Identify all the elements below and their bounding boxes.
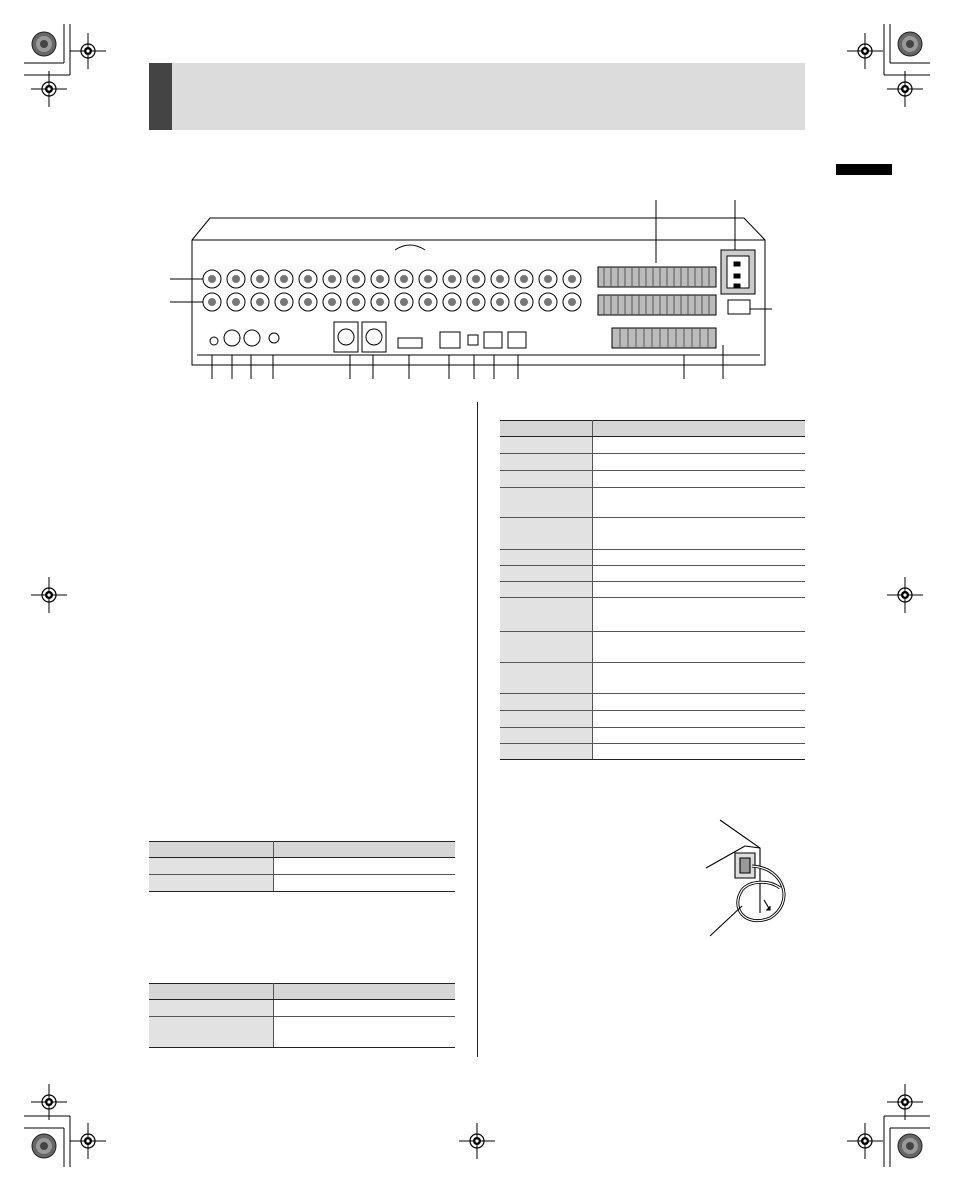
table-row: [149, 1017, 455, 1048]
left-table-1: [149, 841, 455, 892]
table-row: [149, 842, 455, 858]
table-row: [149, 984, 455, 1000]
table-row: [500, 744, 805, 760]
table-row: [500, 663, 805, 694]
table-row: [149, 1000, 455, 1017]
table-row: [500, 518, 805, 550]
table-row: [500, 488, 805, 518]
table-row: [500, 728, 805, 744]
table-row: [500, 598, 805, 632]
table-row: [500, 632, 805, 663]
dvr-rear-panel-illustration: [0, 195, 954, 385]
table-row: [500, 454, 805, 471]
power-cord-illustration: [690, 818, 820, 938]
table-row: [500, 694, 805, 711]
table-row: [149, 858, 455, 875]
table-row: [500, 471, 805, 488]
table-row: [500, 421, 805, 437]
right-table: [500, 420, 805, 760]
table-row: [500, 582, 805, 598]
table-row: [500, 566, 805, 582]
table-row: [500, 711, 805, 728]
table-row: [500, 550, 805, 566]
table-row: [500, 437, 805, 454]
column-divider: [477, 402, 478, 1057]
table-row: [149, 875, 455, 892]
left-table-2: [149, 983, 455, 1048]
